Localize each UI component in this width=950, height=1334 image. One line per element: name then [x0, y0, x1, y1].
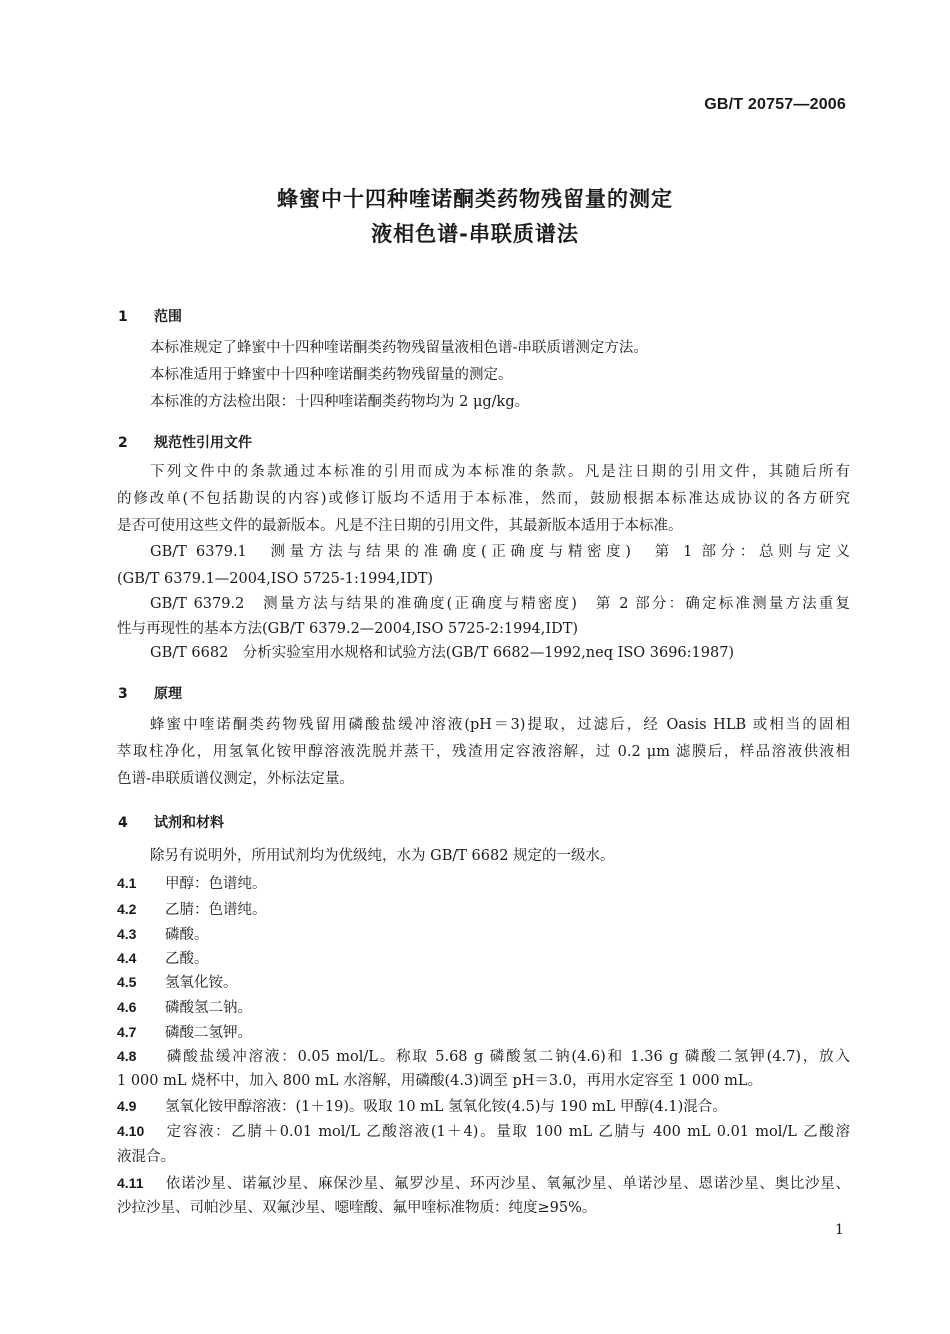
section-1-paragraph-1: 本标准规定了蜂蜜中十四种喹诺酮类药物残留量液相色谱-串联质谱测定方法。: [150, 340, 648, 356]
section-number: 3: [118, 686, 128, 702]
item-number: 4.6: [117, 999, 137, 1015]
standard-code: GB/T 20757—2006: [704, 96, 846, 113]
item-text: 定容液：乙腈＋0.01 mol/L 乙酸溶液(1＋4)。量取 100 mL 乙腈与 400 mL 0.01 mol/L 乙酸溶: [165, 1124, 850, 1140]
item-4-11: [117, 1176, 850, 1192]
item-4-6: [117, 1000, 252, 1016]
item-4-8: [117, 1049, 850, 1065]
section-2-intro-line-1: 下列文件中的条款通过本标准的引用而成为本标准的条款。凡是注日期的引用文件，其随后所有: [150, 464, 850, 480]
section-1-paragraph-2: 本标准适用于蜂蜜中十四种喹诺酮类药物残留量的测定。: [150, 367, 513, 383]
item-4-10-cont: 液混合。: [117, 1149, 175, 1165]
item-number: 4.5: [117, 974, 137, 990]
item-text: 磷酸。: [165, 927, 209, 943]
item-4-4: [117, 951, 209, 967]
section-title: 原理: [154, 686, 182, 702]
item-number: 4.10: [117, 1123, 145, 1139]
item-number: 4.4: [117, 950, 137, 966]
section-3-line-3: 色谱-串联质谱仪测定，外标法定量。: [117, 771, 354, 787]
section-1-paragraph-3: 本标准的方法检出限：十四种喹诺酮类药物均为 2 μg/kg。: [150, 394, 530, 410]
item-text: 依诺沙星、诺氟沙星、麻保沙星、氟罗沙星、环丙沙星、氧氟沙星、单诺沙星、恩诺沙星、奥比沙星、: [165, 1176, 850, 1192]
section-title: 规范性引用文件: [154, 435, 252, 451]
item-number: 4.2: [117, 901, 137, 917]
reference-gbt-6379-1: GB/T 6379.1 测量方法与结果的准确度(正确度与精密度) 第 1 部分：总则与定义: [150, 544, 850, 560]
section-2-intro-line-2: 的修改单(不包括勘误的内容)或修订版均不适用于本标准，然而，鼓励根据本标准达成协议的各方研究: [117, 491, 850, 507]
item-4-3: [117, 927, 209, 943]
section-2-intro-line-3: 是否可使用这些文件的最新版本。凡是不注日期的引用文件，其最新版本适用于本标准。: [117, 518, 683, 534]
section-number: 2: [118, 435, 128, 451]
document-title-line1: 蜂蜜中十四种喹诺酮类药物残留量的测定: [277, 187, 673, 211]
item-4-10: [117, 1124, 850, 1140]
item-text: 氢氧化铵甲醇溶液：(1＋19)。吸取 10 mL 氢氧化铵(4.5)与 190 mL 甲醇(4.1)混合。: [165, 1099, 727, 1115]
item-4-5: [117, 975, 238, 991]
section-4-heading: [118, 812, 224, 832]
page-number: 1: [835, 1222, 844, 1238]
item-text: 磷酸氢二钠。: [165, 1000, 252, 1016]
item-number: 4.3: [117, 926, 137, 942]
reference-gbt-6682: GB/T 6682 分析实验室用水规格和试验方法(GB/T 6682—1992,neq ISO 3696:1987): [150, 645, 735, 661]
section-title: 试剂和材料: [154, 815, 224, 831]
section-number: 4: [118, 815, 128, 831]
section-4-intro: 除另有说明外，所用试剂均为优级纯，水为 GB/T 6682 规定的一级水。: [150, 848, 615, 864]
document-title-line2: 液相色谱-串联质谱法: [371, 222, 579, 246]
section-title: 范围: [154, 309, 182, 325]
reference-gbt-6379-1-cont: (GB/T 6379.1—2004,ISO 5725-1:1994,IDT): [117, 571, 434, 587]
item-number: 4.7: [117, 1024, 137, 1040]
item-text: 乙腈：色谱纯。: [165, 902, 267, 918]
item-4-8-cont: 1 000 mL 烧杯中，加入 800 mL 水溶解，用磷酸(4.3)调至 pH＝3.0，再用水定容至 1 000 mL。: [117, 1073, 763, 1089]
item-text: 磷酸盐缓冲溶液：0.05 mol/L。称取 5.68 g 磷酸氢二钠(4.6)和 1.36 g 磷酸二氢钾(4.7)，放入: [165, 1049, 850, 1065]
item-number: 4.8: [117, 1048, 137, 1064]
item-number: 4.9: [117, 1098, 137, 1114]
section-1-heading: [118, 306, 182, 326]
item-text: 氢氧化铵。: [165, 975, 238, 991]
item-4-1: [117, 876, 267, 892]
section-2-heading: [118, 432, 252, 452]
reference-gbt-6379-2: GB/T 6379.2 测量方法与结果的准确度(正确度与精密度) 第 2 部分：确定标准测量方法重复: [150, 596, 850, 612]
item-text: 乙酸。: [165, 951, 209, 967]
item-4-7: [117, 1025, 252, 1041]
item-number: 4.11: [117, 1175, 144, 1191]
item-4-11-cont: 沙拉沙星、司帕沙星、双氟沙星、噁喹酸、氟甲喹标准物质：纯度≥95%。: [117, 1200, 597, 1216]
section-3-heading: [118, 683, 182, 703]
item-text: 甲醇：色谱纯。: [165, 876, 267, 892]
item-number: 4.1: [117, 875, 137, 891]
section-number: 1: [118, 309, 128, 325]
reference-gbt-6379-2-cont: 性与再现性的基本方法(GB/T 6379.2—2004,ISO 5725-2:1994,IDT): [117, 621, 579, 637]
section-3-line-1: 蜂蜜中喹诺酮类药物残留用磷酸盐缓冲溶液(pH＝3)提取，过滤后，经 Oasis HLB 或相当的固相: [150, 717, 850, 733]
item-4-9: [117, 1099, 727, 1115]
item-text: 磷酸二氢钾。: [165, 1025, 252, 1041]
item-4-2: [117, 902, 267, 918]
section-3-line-2: 萃取柱净化，用氢氧化铵甲醇溶液洗脱并蒸干，残渣用定容液溶解，过 0.2 μm 滤膜后，样品溶液供液相: [117, 744, 850, 760]
